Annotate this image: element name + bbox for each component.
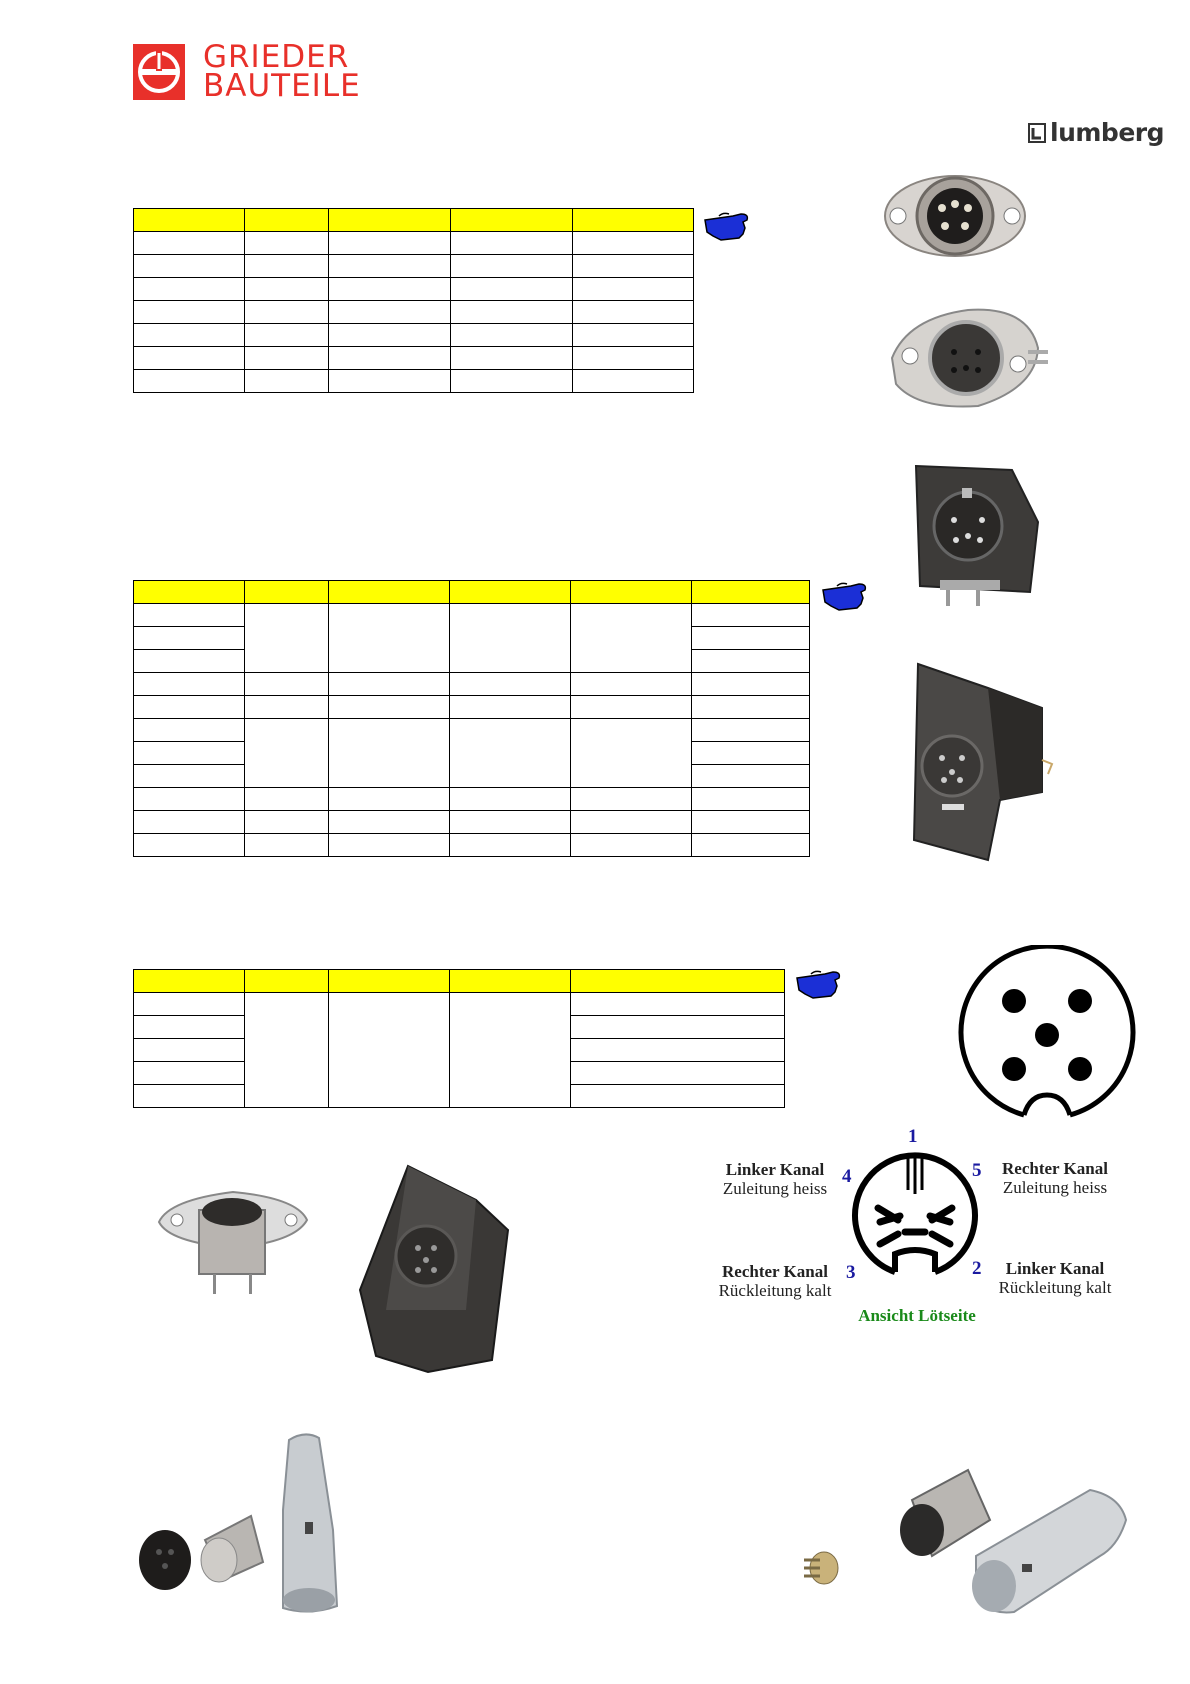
label-left-top-title: Linker Kanal bbox=[725, 1160, 825, 1179]
table-row bbox=[134, 696, 810, 719]
label-left-top-sub: Zuleitung heiss bbox=[722, 1179, 828, 1198]
hand-pointer-icon bbox=[795, 968, 843, 1002]
table-row bbox=[134, 993, 785, 1016]
snap-in-socket-photo bbox=[904, 660, 1054, 870]
table-2-header-row bbox=[134, 581, 810, 604]
label-left-bottom-title: Rechter Kanal bbox=[722, 1262, 828, 1281]
cable-plug-parts-photo bbox=[800, 1460, 1130, 1616]
lumberg-wordmark: lumberg bbox=[1050, 118, 1164, 147]
lumberg-mark-icon bbox=[1028, 123, 1046, 143]
table-1 bbox=[133, 208, 694, 393]
brand-line-1: GRIEDER bbox=[203, 39, 350, 75]
label-left-top bbox=[700, 1160, 850, 1198]
label-right-top-sub: Zuleitung heiss bbox=[1002, 1178, 1108, 1197]
grieder-logo bbox=[133, 39, 378, 104]
pin-1-number: 1 bbox=[908, 1126, 918, 1147]
cable-plug-kit-photo bbox=[133, 1430, 393, 1616]
panel-plug-photo bbox=[880, 158, 1030, 278]
table-2 bbox=[133, 580, 810, 857]
table-row bbox=[134, 232, 694, 255]
pcb-socket-photo bbox=[900, 462, 1050, 612]
pin-3-number: 3 bbox=[846, 1262, 856, 1283]
label-right-top-title: Rechter Kanal bbox=[1002, 1159, 1108, 1178]
label-right-bottom bbox=[980, 1259, 1130, 1297]
table-row bbox=[134, 301, 694, 324]
pin-2-number: 2 bbox=[972, 1258, 982, 1279]
grieder-logo-mark bbox=[133, 44, 185, 100]
solder-side-pinout bbox=[700, 1126, 1120, 1330]
table-row bbox=[134, 347, 694, 370]
flange-socket-photo bbox=[155, 1170, 311, 1300]
table-row bbox=[134, 370, 694, 393]
table-row bbox=[134, 834, 810, 857]
pin-5-number: 5 bbox=[972, 1160, 982, 1181]
black-snap-socket-photo bbox=[356, 1160, 516, 1374]
label-left-bottom bbox=[700, 1262, 850, 1300]
solder-side-caption: Ansicht Lötseite bbox=[858, 1306, 976, 1325]
table-3-header-row bbox=[134, 970, 785, 993]
label-left-bottom-sub: Rückleitung kalt bbox=[718, 1281, 832, 1300]
hand-pointer-icon bbox=[821, 580, 869, 614]
table-row bbox=[134, 604, 810, 627]
table-row bbox=[134, 255, 694, 278]
table-row bbox=[134, 719, 810, 742]
table-row bbox=[134, 811, 810, 834]
table-row bbox=[134, 788, 810, 811]
brand-line-2: BAUTEILE bbox=[203, 68, 361, 104]
table-row bbox=[134, 673, 810, 696]
label-right-bottom-sub: Rückleitung kalt bbox=[998, 1278, 1112, 1297]
pin-4-number: 4 bbox=[842, 1166, 852, 1187]
label-right-bottom-title: Linker Kanal bbox=[1005, 1259, 1105, 1278]
table-row bbox=[134, 278, 694, 301]
table-1-header-row bbox=[134, 209, 694, 232]
hand-pointer-icon bbox=[703, 210, 751, 244]
table-row bbox=[134, 324, 694, 347]
pin-layout-diagram bbox=[956, 945, 1138, 1125]
panel-socket-photo bbox=[888, 298, 1050, 416]
label-right-top bbox=[980, 1159, 1130, 1197]
connector-solder-view bbox=[850, 1150, 980, 1280]
table-3 bbox=[133, 969, 785, 1108]
